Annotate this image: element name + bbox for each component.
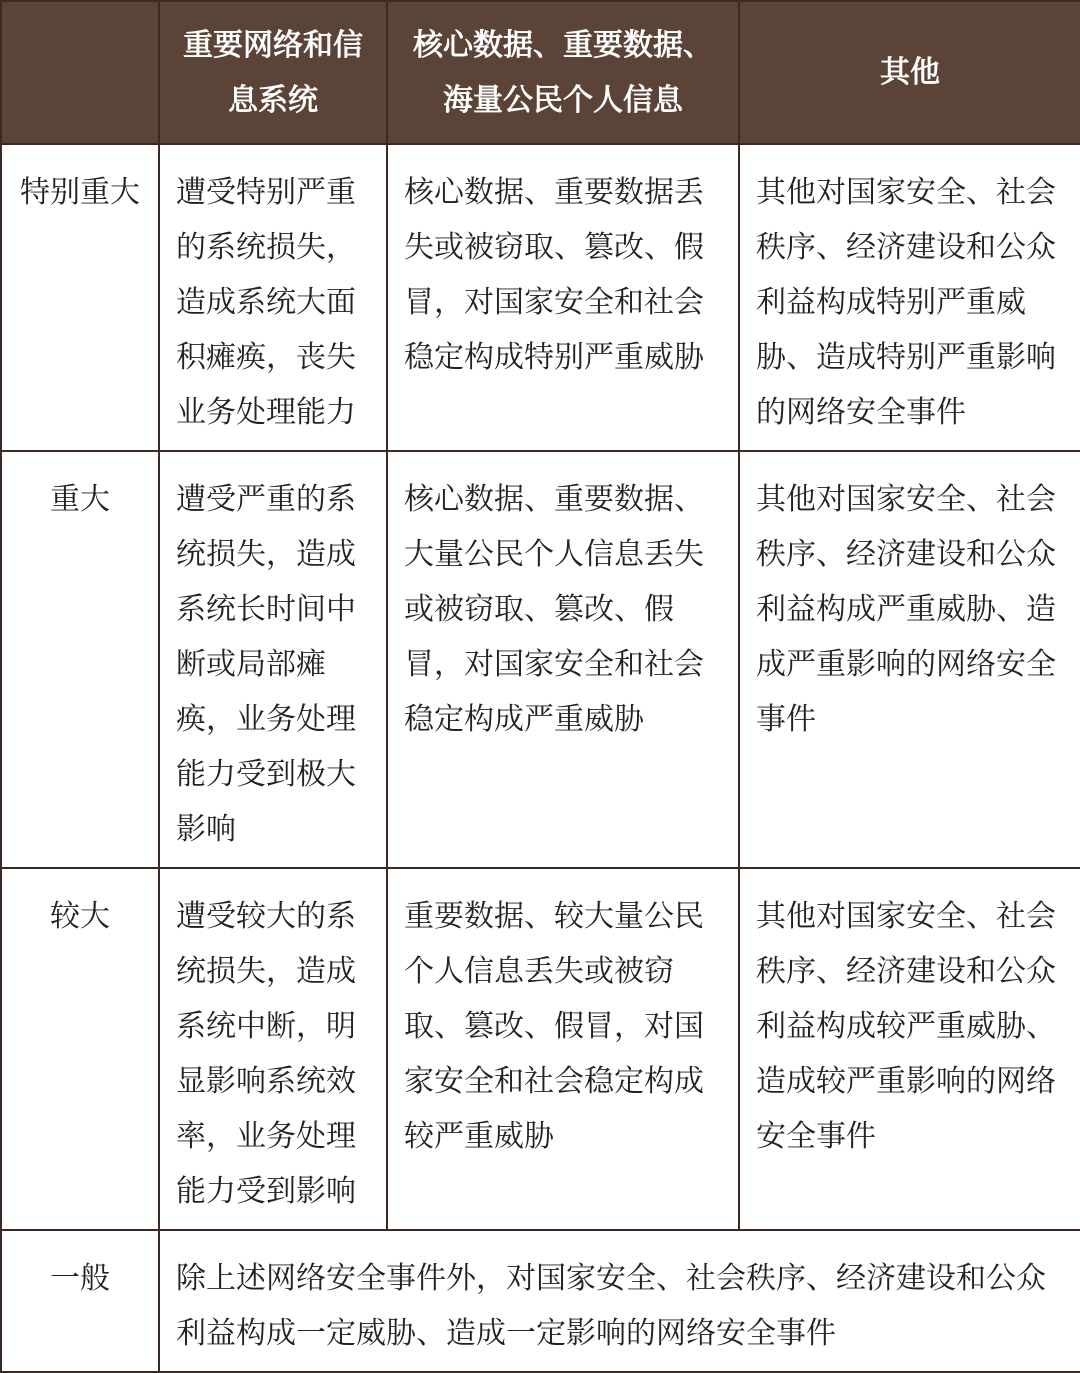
other-cell: 其他对国家安全、社会秩序、经济建设和公众利益构成较严重威胁、造成较严重影响的网络安全事件 bbox=[739, 868, 1080, 1230]
merged-description-cell: 除上述网络安全事件外，对国家安全、社会秩序、经济建设和公众利益构成一定威胁、造成一定影响的网络安全事件 bbox=[159, 1230, 1080, 1372]
data-cell: 核心数据、重要数据、大量公民个人信息丢失或被窃取、篡改、假冒，对国家安全和社会稳定构成严重威胁 bbox=[387, 451, 739, 868]
header-other: 其他 bbox=[739, 1, 1080, 144]
systems-cell: 遭受较大的系统损失，造成系统中断，明显影响系统效率，业务处理能力受到影响 bbox=[159, 868, 387, 1230]
level-cell: 特别重大 bbox=[1, 144, 159, 451]
table-row bbox=[1, 144, 1080, 451]
data-cell: 核心数据、重要数据丢失或被窃取、篡改、假冒，对国家安全和社会稳定构成特别严重威胁 bbox=[387, 144, 739, 451]
level-cell: 较大 bbox=[1, 868, 159, 1230]
data-cell: 重要数据、较大量公民个人信息丢失或被窃取、篡改、假冒，对国家安全和社会稳定构成较严重威胁 bbox=[387, 868, 739, 1230]
systems-cell: 遭受严重的系统损失，造成系统长时间中断或局部瘫痪，业务处理能力受到极大影响 bbox=[159, 451, 387, 868]
level-cell: 重大 bbox=[1, 451, 159, 868]
table-row bbox=[1, 451, 1080, 868]
header-data: 核心数据、重要数据、海量公民个人信息 bbox=[387, 1, 739, 144]
other-cell: 其他对国家安全、社会秩序、经济建设和公众利益构成严重威胁、造成严重影响的网络安全事件 bbox=[739, 451, 1080, 868]
table-row bbox=[1, 868, 1080, 1230]
systems-cell: 遭受特别严重的系统损失，造成系统大面积瘫痪，丧失业务处理能力 bbox=[159, 144, 387, 451]
header-row bbox=[1, 1, 1080, 144]
header-systems: 重要网络和信息系统 bbox=[159, 1, 387, 144]
header-corner bbox=[1, 1, 159, 144]
other-cell: 其他对国家安全、社会秩序、经济建设和公众利益构成特别严重威胁、造成特别严重影响的网络安全事件 bbox=[739, 144, 1080, 451]
level-cell: 一般 bbox=[1, 1230, 159, 1372]
table-row bbox=[1, 1230, 1080, 1372]
